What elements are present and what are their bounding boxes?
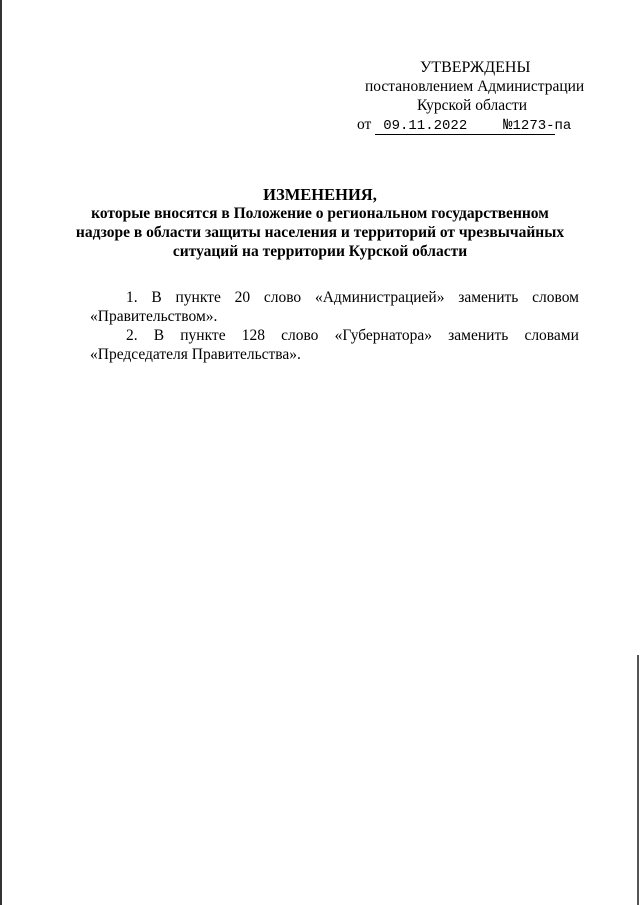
heading-line-3: ситуаций на территории Курской области (172, 243, 468, 260)
list-item-2 (90, 326, 579, 364)
word: слово (263, 289, 302, 306)
approval-stamp-block (340, 58, 585, 135)
word: словом (532, 289, 579, 306)
scan-edge-right (637, 655, 639, 905)
date-prefix: от (357, 116, 372, 133)
list-item-1-first-line (90, 288, 579, 307)
heading-line-1: которые вносятся в Положение о региональном государственном (91, 205, 549, 222)
word: слово (281, 327, 319, 344)
word: пункте (175, 289, 221, 306)
word: 20 (234, 289, 251, 306)
approval-number-field (501, 116, 572, 135)
word: В (153, 327, 165, 344)
list-item-1-continuation: «Правительством». (90, 308, 218, 325)
approval-region: Курской области (417, 97, 528, 114)
approval-by-line: постановлением Администрации (365, 78, 585, 95)
approval-date: 09.11.2022 (375, 118, 501, 135)
approval-date-line (340, 115, 580, 135)
word: заменить (458, 289, 519, 306)
scan-edge-left (0, 0, 2, 905)
heading-title: ИЗМЕНЕНИЯ, (263, 185, 377, 204)
list-item-2-continuation: «Председателя Правительства». (90, 346, 301, 363)
word: В (151, 289, 162, 306)
heading-line-2: надзоре в области защиты населения и территорий от чрезвычайных (75, 224, 565, 241)
word: 1. (126, 289, 138, 306)
word: «Губернатора» (334, 327, 433, 344)
word: заменить (448, 327, 509, 344)
word: «Администрацией» (314, 289, 445, 306)
list-item-2-first-line (90, 326, 579, 345)
word: словами (524, 327, 579, 344)
word: 128 (241, 327, 265, 344)
word: 2. (126, 327, 138, 344)
approval-title: УТВЕРЖДЕНЫ (420, 59, 531, 76)
word: пункте (180, 327, 226, 344)
list-item-1 (90, 288, 579, 326)
number-sign: № (503, 116, 513, 134)
approval-number: 1273-па (512, 118, 572, 134)
document-body (90, 288, 579, 364)
document-heading (60, 185, 580, 261)
